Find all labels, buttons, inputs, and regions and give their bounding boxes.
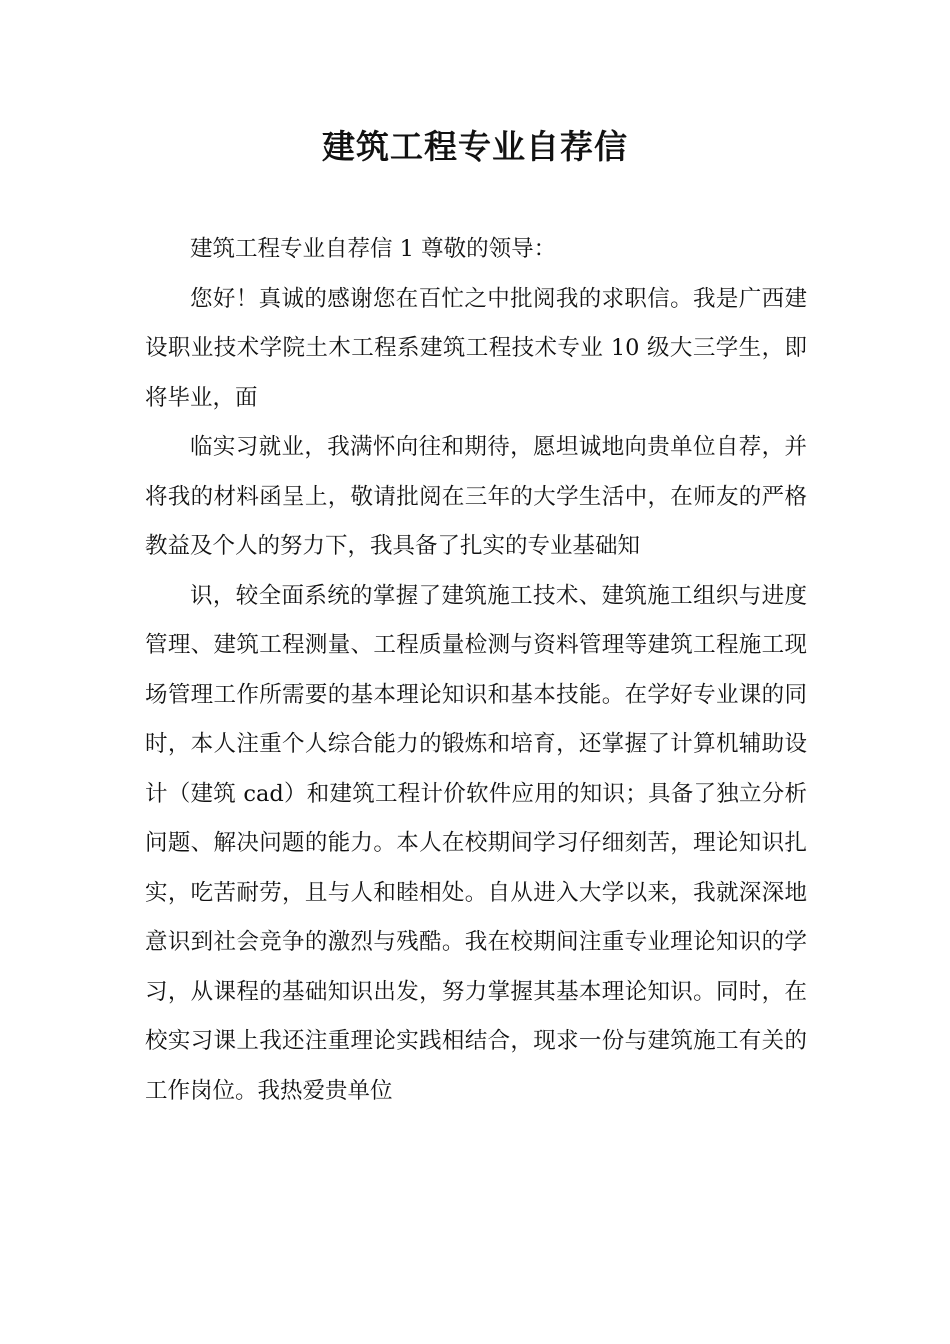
document-title: 建筑工程专业自荐信 xyxy=(322,127,628,166)
document-body xyxy=(145,225,807,1116)
paragraph-self-recommendation: 临实习就业，我满怀向往和期待，愿坦诚地向贵单位自荐，并将我的材料函呈上，敬请批阅在三年的大学生活中，在师友的严格教益及个人的努力下，我具备了扎实的专业基础知 xyxy=(145,434,807,559)
paragraph-skills: 识，较全面系统的掌握了建筑施工技术、建筑施工组织与进度管理、建筑工程测量、工程质量检测与资料管理等建筑工程施工现场管理工作所需要的基本理论知识和基本技能。在学好专业课的同时，本人注重个人综合能力的锻炼和培育，还掌握了计算机辅助设计（建筑 cad）和建筑工程计价软件应用的知识；具备了独立分析问题、解决问题的能力。本人在校期间学习仔细刻苦，理论知识扎实，吃苦耐劳，且与人和睦相处。自从进入大学以来，我就深深地意识到社会竞争的激烈与残酷。我在校期间注重专业理论知识的学习，从课程的基础知识出发，努力掌握其基本理论知识。同时，在校实习课上我还注重理论实践相结合，现求一份与建筑施工有关的工作岗位。我热爱贵单位 xyxy=(145,582,807,1104)
paragraph-salutation: 建筑工程专业自荐信 1 尊敬的领导： xyxy=(190,236,557,262)
paragraph-greeting: 您好！真诚的感谢您在百忙之中批阅我的求职信。我是广西建设职业技术学院土木工程系建筑工程技术专业 10 级大三学生，即将毕业，面 xyxy=(145,285,807,411)
